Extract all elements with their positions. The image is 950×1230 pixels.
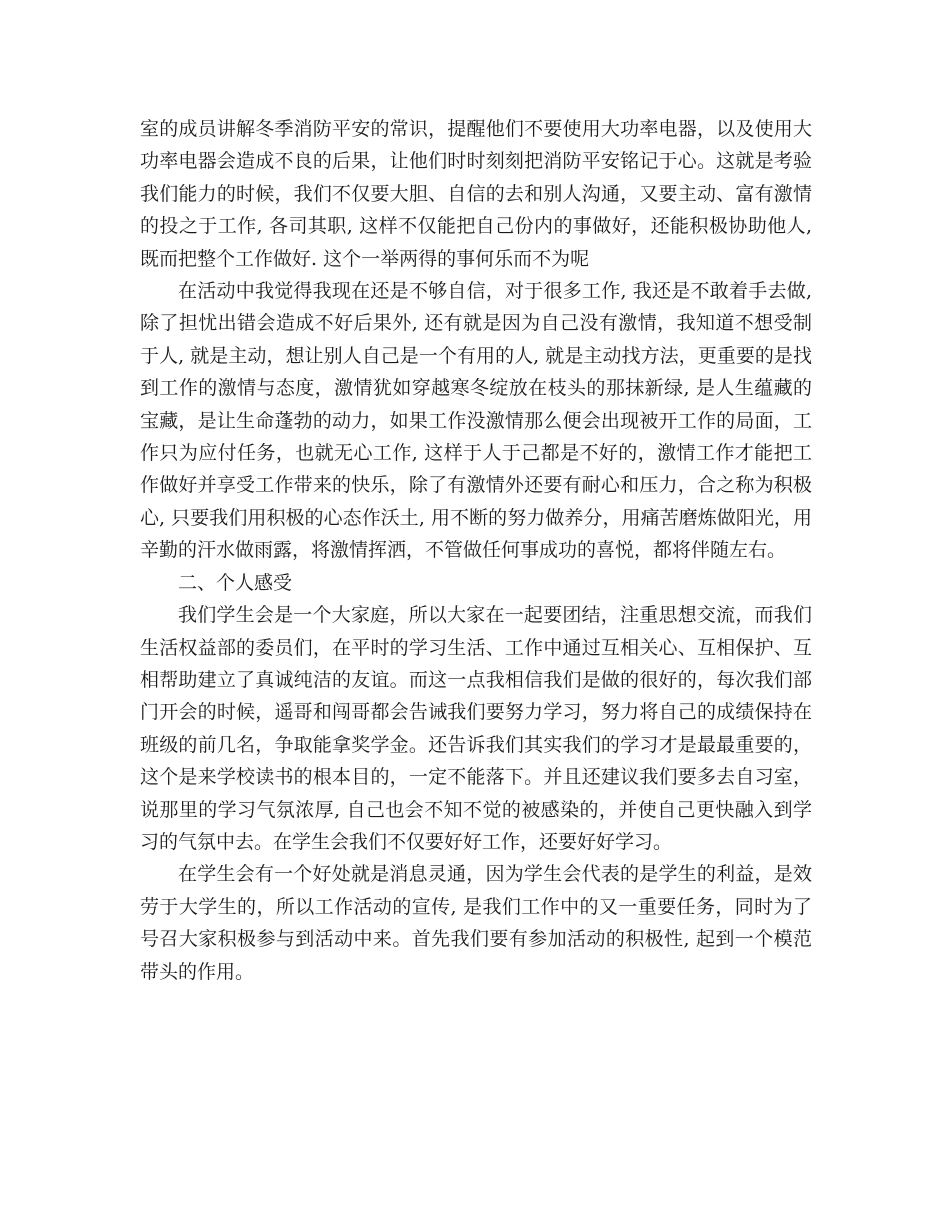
section-heading: 二、个人感受 [178,571,293,594]
paragraph-2: 在活动中我觉得我现在还是不够自信，对于很多工作, 我还是不敢着手去做, 除了担忧出错会造成不好后果外, 还有就是因为自己没有激情，我知道不想受制于人, 就是主动，想让别人自己是一个有用的人, 就是主动找方法，更重要的是找到工作的激情与态度，激情犹如穿越寒冬绽放在枝头的那抹新绿, 是人生蕴藏的宝藏，是让生命蓬勃的动力，如果工作没激情那么便会出现被开工作的局面，工作只为应付任务，也就无心工作, 这样于人于己都是不好的，激情工作才能把工作做好并享受工作带来的快乐，除了有激情外还要有耐心和压力，合之称为积极心, 只要我们用积极的心态作沃土, 用不断的努力做养分，用痛苦磨炼做阳光，用辛勤的汗水做雨露，将激情挥洒，不管做任何事成功的喜悦，都将伴随左右。 [140,280,812,562]
paragraph-4: 在学生会有一个好处就是消息灵通，因为学生会代表的是学生的利益，是效劳于大学生的，所以工作活动的宣传, 是我们工作中的又一重要任务，同时为了号召大家积极参与到活动中来。首先我们要有参加活动的积极性, 起到一个模范带头的作用。 [140,863,812,983]
paragraph-3: 我们学生会是一个大家庭，所以大家在一起要团结，注重思想交流，而我们生活权益部的委员们，在平时的学习生活、工作中通过互相关心、互相保护、互相帮助建立了真诚纯洁的友谊。而这一点我相信我们是做的很好的，每次我们部门开会的时候，遥哥和闯哥都会告诫我们要努力学习，努力将自己的成绩保持在班级的前几名，争取能拿奖学金。还告诉我们其实我们的学习才是最最重要的，这个是来学校读书的根本目的，一定不能落下。并且还建议我们要多去自习室，说那里的学习气氛浓厚, 自己也会不知不觉的被感染的，并使自己更快融入到学习的气氛中去。在学生会我们不仅要好好工作，还要好好学习。 [140,604,812,853]
paragraph-1: 室的成员讲解冬季消防平安的常识，提醒他们不要使用大功率电器，以及使用大功率电器会造成不良的后果，让他们时时刻刻把消防平安铭记于心。这就是考验我们能力的时候，我们不仅要大胆、自信的去和别人沟通，又要主动、富有激情的投之于工作, 各司其职, 这样不仅能把自己份内的事做好，还能积极协助他人, 既而把整个工作做好. 这个一举两得的事何乐而不为呢 [140,118,812,270]
document-body [140,113,812,988]
